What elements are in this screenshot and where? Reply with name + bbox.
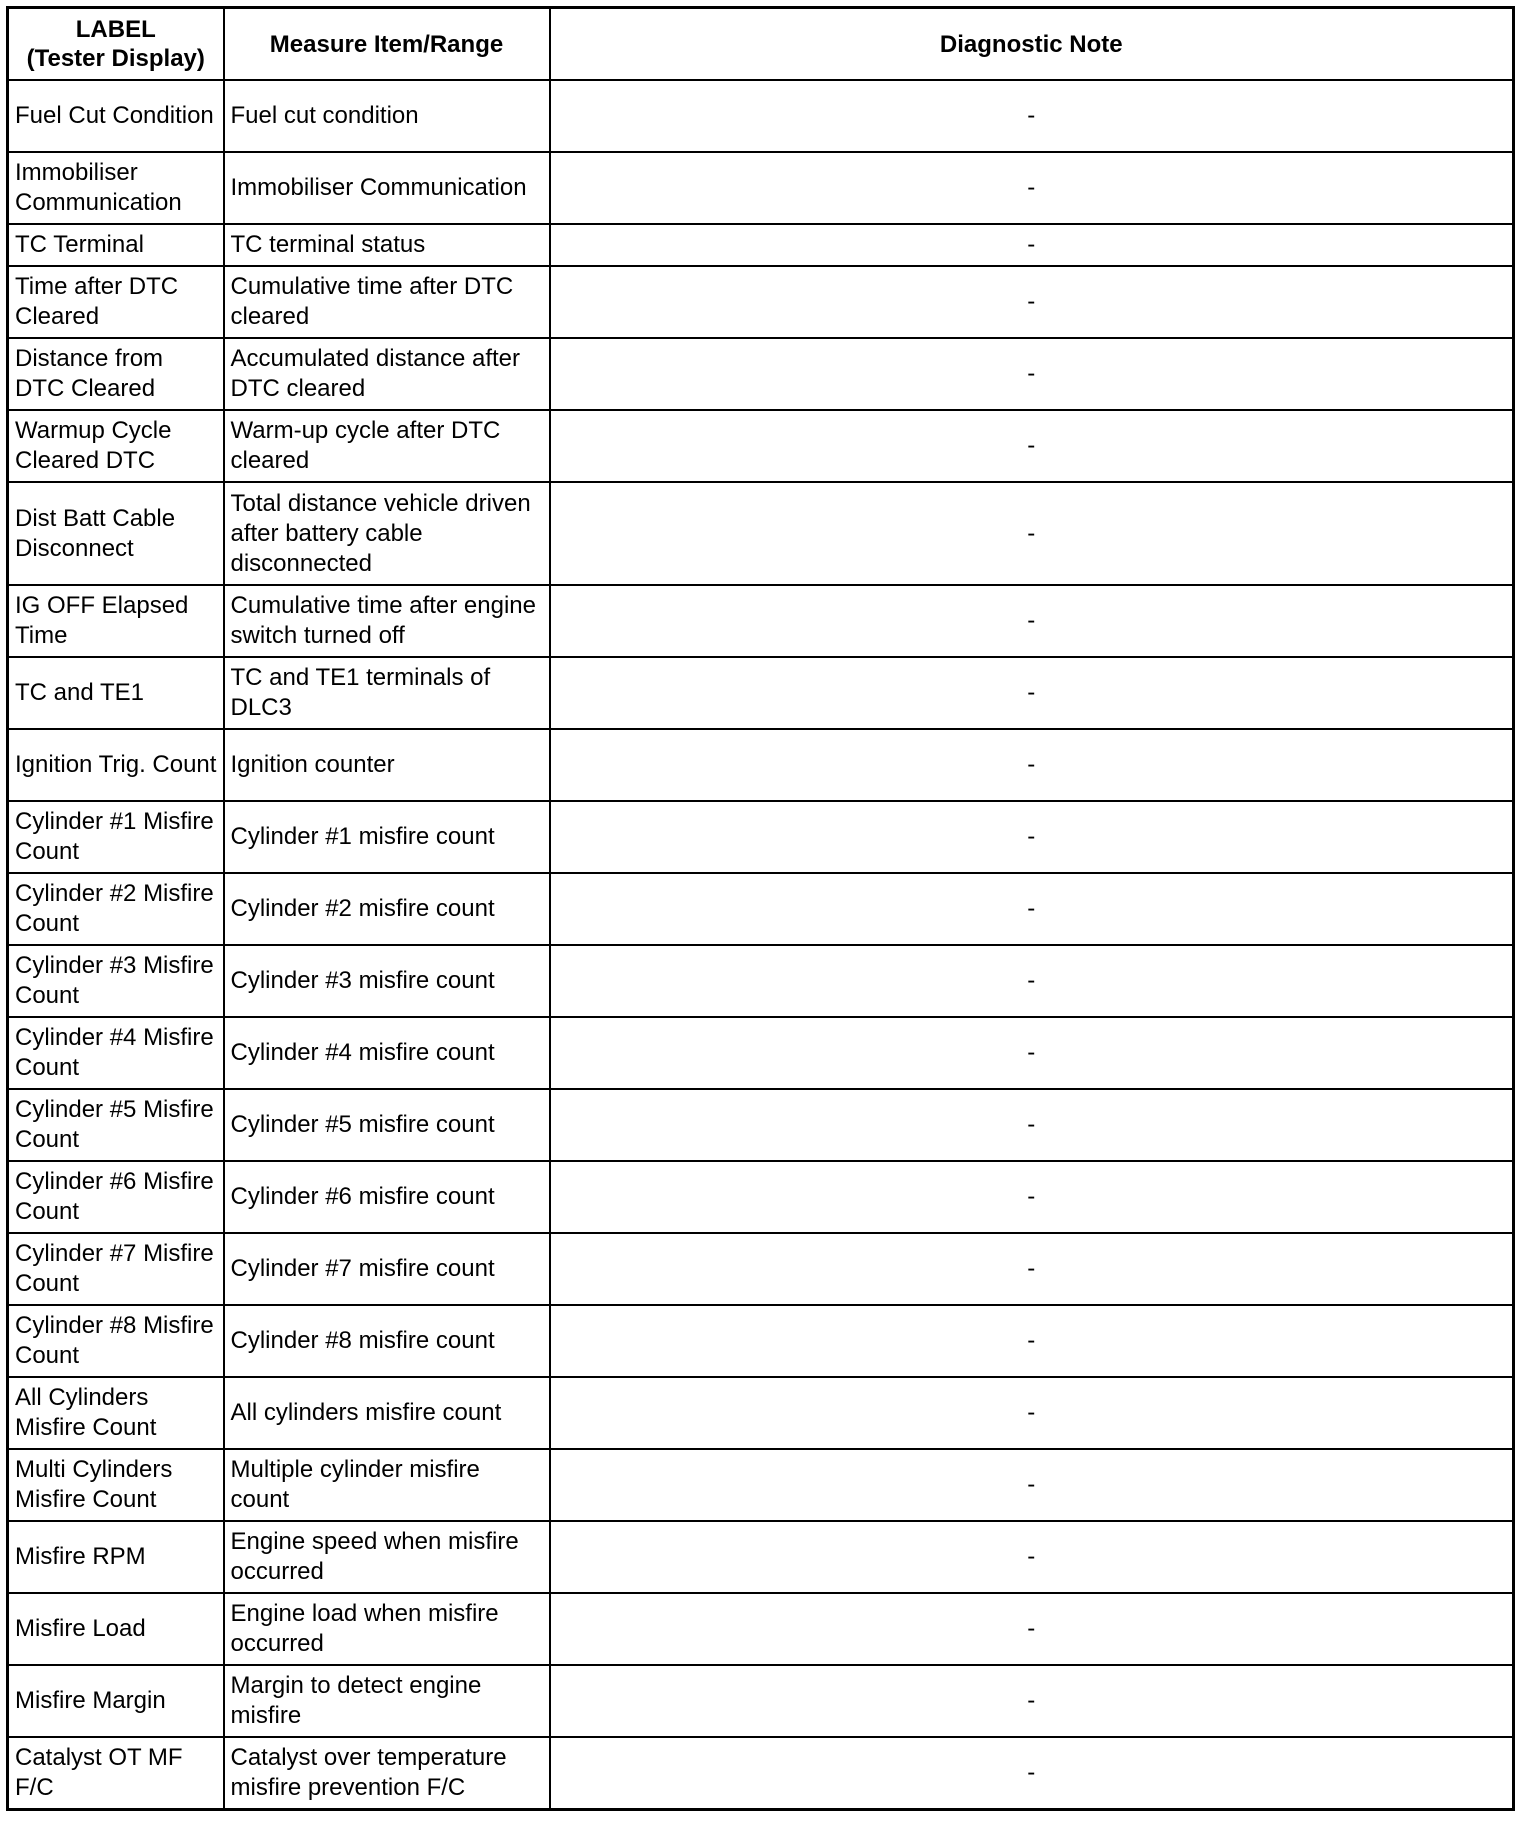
row-note: - xyxy=(550,1593,1514,1665)
row-label: Dist Batt Cable Disconnect xyxy=(8,482,224,585)
row-note: - xyxy=(550,729,1514,801)
row-note: - xyxy=(550,801,1514,873)
row-label: All Cylinders Misfire Count xyxy=(8,1377,224,1449)
row-measure: Warm-up cycle after DTC cleared xyxy=(224,410,550,482)
column-header-label-line1: LABEL xyxy=(75,16,156,43)
column-header-note: Diagnostic Note xyxy=(550,8,1514,81)
row-note: - xyxy=(550,945,1514,1017)
row-measure: Cylinder #6 misfire count xyxy=(224,1161,550,1233)
row-measure: Cylinder #1 misfire count xyxy=(224,801,550,873)
row-measure: TC and TE1 terminals of DLC3 xyxy=(224,657,550,729)
table-row xyxy=(8,1593,1514,1665)
row-measure: All cylinders misfire count xyxy=(224,1377,550,1449)
row-label: Cylinder #3 Misfire Count xyxy=(8,945,224,1017)
row-measure: Catalyst over temperature misfire prevention F/C xyxy=(224,1737,550,1809)
row-note: - xyxy=(550,482,1514,585)
table-header-row xyxy=(8,8,1514,81)
row-label: Misfire Load xyxy=(8,1593,224,1665)
row-label: Cylinder #1 Misfire Count xyxy=(8,801,224,873)
row-label: Cylinder #2 Misfire Count xyxy=(8,873,224,945)
row-measure: Cumulative time after DTC cleared xyxy=(224,266,550,338)
row-label: Catalyst OT MF F/C xyxy=(8,1737,224,1809)
row-measure: Engine load when misfire occurred xyxy=(224,1593,550,1665)
table-row xyxy=(8,338,1514,410)
row-label: Cylinder #7 Misfire Count xyxy=(8,1233,224,1305)
row-label: Cylinder #6 Misfire Count xyxy=(8,1161,224,1233)
table-row xyxy=(8,729,1514,801)
column-header-measure: Measure Item/Range xyxy=(224,8,550,81)
table-row xyxy=(8,945,1514,1017)
row-note: - xyxy=(550,1161,1514,1233)
table-row xyxy=(8,410,1514,482)
row-measure: Engine speed when misfire occurred xyxy=(224,1521,550,1593)
row-note: - xyxy=(550,224,1514,266)
row-note: - xyxy=(550,657,1514,729)
table-row xyxy=(8,1665,1514,1737)
table-row xyxy=(8,1737,1514,1809)
row-note: - xyxy=(550,1377,1514,1449)
table-row xyxy=(8,266,1514,338)
row-note: - xyxy=(550,1665,1514,1737)
row-label: TC and TE1 xyxy=(8,657,224,729)
table-row xyxy=(8,1233,1514,1305)
row-note: - xyxy=(550,1233,1514,1305)
row-measure: Immobiliser Communication xyxy=(224,152,550,224)
row-measure: Cylinder #7 misfire count xyxy=(224,1233,550,1305)
row-measure: Ignition counter xyxy=(224,729,550,801)
diagnostic-data-table xyxy=(6,6,1515,1811)
row-label: Multi Cylinders Misfire Count xyxy=(8,1449,224,1521)
table-row xyxy=(8,224,1514,266)
row-note: - xyxy=(550,1089,1514,1161)
row-measure: Multiple cylinder misfire count xyxy=(224,1449,550,1521)
row-label: Time after DTC Cleared xyxy=(8,266,224,338)
row-note: - xyxy=(550,873,1514,945)
column-header-label-line2: (Tester Display) xyxy=(26,45,205,72)
row-label: Warmup Cycle Cleared DTC xyxy=(8,410,224,482)
table-row xyxy=(8,1521,1514,1593)
row-measure: Accumulated distance after DTC cleared xyxy=(224,338,550,410)
row-note: - xyxy=(550,266,1514,338)
row-measure: Cylinder #8 misfire count xyxy=(224,1305,550,1377)
row-measure: Margin to detect engine misfire xyxy=(224,1665,550,1737)
row-note: - xyxy=(550,80,1514,152)
table-row xyxy=(8,1017,1514,1089)
row-label: IG OFF Elapsed Time xyxy=(8,585,224,657)
row-label: Cylinder #8 Misfire Count xyxy=(8,1305,224,1377)
table-row xyxy=(8,585,1514,657)
row-label: Cylinder #4 Misfire Count xyxy=(8,1017,224,1089)
table-row xyxy=(8,1089,1514,1161)
row-measure: Cumulative time after engine switch turned off xyxy=(224,585,550,657)
row-label: Ignition Trig. Count xyxy=(8,729,224,801)
row-label: Cylinder #5 Misfire Count xyxy=(8,1089,224,1161)
row-measure: TC terminal status xyxy=(224,224,550,266)
row-measure: Cylinder #2 misfire count xyxy=(224,873,550,945)
table-row xyxy=(8,1377,1514,1449)
row-note: - xyxy=(550,152,1514,224)
row-measure: Total distance vehicle driven after battery cable disconnected xyxy=(224,482,550,585)
row-measure: Cylinder #4 misfire count xyxy=(224,1017,550,1089)
table-row xyxy=(8,1161,1514,1233)
row-label: Misfire RPM xyxy=(8,1521,224,1593)
row-note: - xyxy=(550,1305,1514,1377)
row-label: Fuel Cut Condition xyxy=(8,80,224,152)
table-row xyxy=(8,1305,1514,1377)
row-label: Immobiliser Communication xyxy=(8,152,224,224)
table-row xyxy=(8,482,1514,585)
row-note: - xyxy=(550,1737,1514,1809)
table-row xyxy=(8,657,1514,729)
table-row xyxy=(8,873,1514,945)
row-measure: Fuel cut condition xyxy=(224,80,550,152)
table-row xyxy=(8,80,1514,152)
row-note: - xyxy=(550,1017,1514,1089)
row-note: - xyxy=(550,1449,1514,1521)
row-label: TC Terminal xyxy=(8,224,224,266)
row-note: - xyxy=(550,585,1514,657)
column-header-label xyxy=(8,8,224,81)
row-label: Distance from DTC Cleared xyxy=(8,338,224,410)
row-note: - xyxy=(550,338,1514,410)
row-label: Misfire Margin xyxy=(8,1665,224,1737)
row-measure: Cylinder #3 misfire count xyxy=(224,945,550,1017)
table-row xyxy=(8,152,1514,224)
row-note: - xyxy=(550,410,1514,482)
row-note: - xyxy=(550,1521,1514,1593)
table-row xyxy=(8,1449,1514,1521)
table-row xyxy=(8,801,1514,873)
row-measure: Cylinder #5 misfire count xyxy=(224,1089,550,1161)
